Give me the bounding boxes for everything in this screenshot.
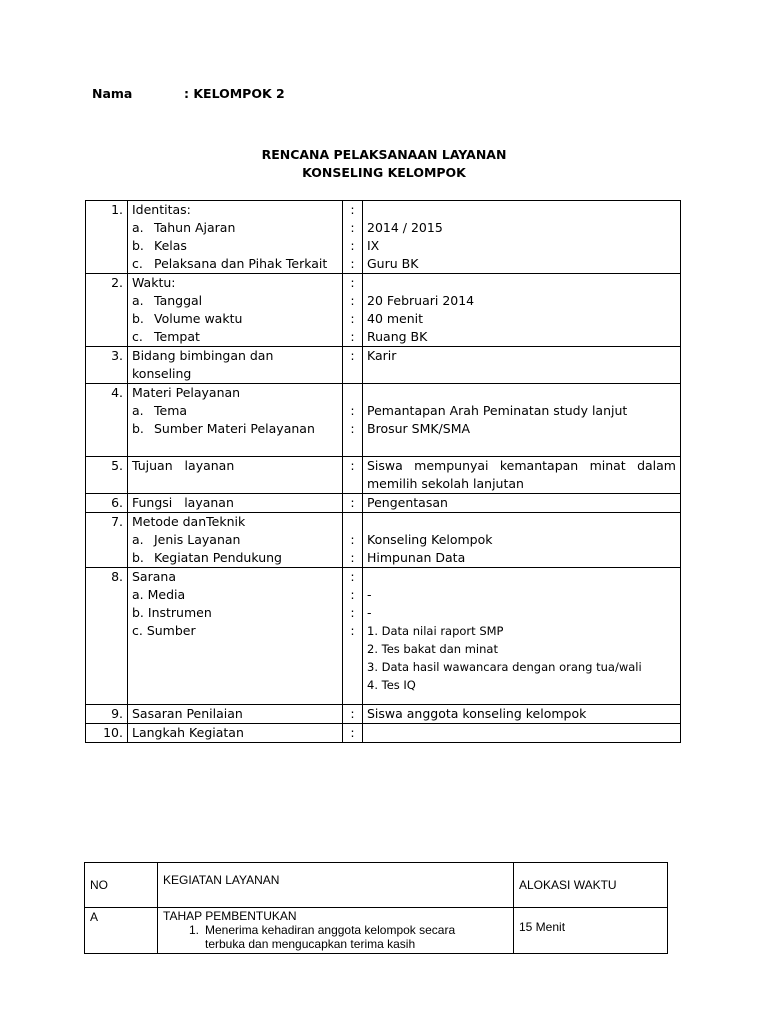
name-value: : KELOMPOK 2 (184, 86, 285, 101)
colon-cell: : : : : (343, 568, 363, 705)
row-heading: Metode danTeknik (132, 514, 246, 529)
value-line: memilih sekolah lanjutan (367, 476, 524, 491)
value-line: Siswa mempunyai kemantapan minat dalam (367, 458, 676, 473)
row-heading: Materi Pelayanan (132, 385, 241, 400)
row-label: Langkah Kegiatan (128, 724, 343, 743)
value-line: IX (367, 238, 380, 253)
stage-letter: A (85, 908, 158, 954)
colon-cell: : (343, 457, 363, 494)
row-number: 2. (86, 274, 128, 347)
row-heading: Sarana (132, 569, 176, 584)
colon-cell: : : : : (343, 274, 363, 347)
row-value: Pengentasan (363, 494, 681, 513)
list-item: 1. Menerima kehadiran anggota kelompok secara terbuka dan mengucapkan terima kasih (188, 923, 456, 951)
document-title (0, 146, 768, 182)
stage-title: TAHAP PEMBENTUKAN (163, 909, 297, 923)
row-number: 1. (86, 201, 128, 274)
row-value (363, 568, 681, 705)
sub-item: b. Kelas (132, 238, 187, 253)
row-value (363, 457, 681, 494)
source-item: 3. Data hasil wawancara dengan orang tua/wali (367, 660, 642, 674)
value-line: 40 menit (367, 311, 424, 326)
value-line: Ruang BK (367, 329, 428, 344)
sub-item: a. Media (132, 587, 186, 602)
table-row (85, 908, 668, 954)
row-label (128, 568, 343, 705)
source-item: 2. Tes bakat dan minat (367, 642, 498, 656)
row-heading: Waktu: (132, 275, 176, 290)
row-label (128, 384, 343, 457)
table-header-row (85, 863, 668, 908)
table-row (86, 457, 681, 494)
source-item: 4. Tes IQ (367, 678, 416, 692)
row-label: Tujuan layanan (128, 457, 343, 494)
row-value (363, 274, 681, 347)
colon-cell: : : : : (343, 201, 363, 274)
stage-content (158, 908, 514, 954)
value-line: Pemantapan Arah Peminatan study lanjut (367, 403, 628, 418)
colon-cell: : : (343, 513, 363, 568)
row-value (363, 384, 681, 457)
colon-cell: : (343, 347, 363, 384)
row-heading: Identitas: (132, 202, 191, 217)
title-line-2: KONSELING KELOMPOK (302, 165, 466, 180)
value-line: Guru BK (367, 256, 419, 271)
row-value: Siswa anggota konseling kelompok (363, 705, 681, 724)
sub-item: a. Tanggal (132, 293, 203, 308)
colon-cell: : (343, 705, 363, 724)
table-row (86, 274, 681, 347)
row-number: 10. (86, 724, 128, 743)
sub-item: a. Jenis Layanan (132, 532, 241, 547)
table-row (86, 705, 681, 724)
row-value (363, 724, 681, 743)
table-row (86, 347, 681, 384)
colon-cell: : (343, 724, 363, 743)
sub-item: b. Sumber Materi Pelayanan (132, 421, 315, 436)
row-value: Karir (363, 347, 681, 384)
row-number: 3. (86, 347, 128, 384)
value-line: 20 Februari 2014 (367, 293, 475, 308)
row-number: 6. (86, 494, 128, 513)
row-number: 7. (86, 513, 128, 568)
header-alokasi: ALOKASI WAKTU (514, 863, 668, 908)
row-value (363, 201, 681, 274)
table-row (86, 513, 681, 568)
sub-item: c. Pelaksana dan Pihak Terkait (132, 256, 328, 271)
plan-table (85, 200, 681, 743)
row-number: 5. (86, 457, 128, 494)
row-label (128, 274, 343, 347)
colon-cell: : (343, 494, 363, 513)
row-label: Sasaran Penilaian (128, 705, 343, 724)
header-no: NO (85, 863, 158, 908)
name-label: Nama (92, 86, 133, 101)
source-item: 1. Data nilai raport SMP (367, 624, 504, 638)
table-row (86, 201, 681, 274)
sub-item: b. Kegiatan Pendukung (132, 550, 282, 565)
sub-item: a. Tema (132, 403, 188, 418)
row-number: 4. (86, 384, 128, 457)
colon-cell: : : (343, 384, 363, 457)
row-label: Bidang bimbingan dan konseling (128, 347, 343, 384)
table-row (86, 568, 681, 705)
activity-table (84, 862, 668, 954)
table-row (86, 494, 681, 513)
value-line: Himpunan Data (367, 550, 466, 565)
sub-item: b. Volume waktu (132, 311, 243, 326)
name-line (92, 86, 285, 101)
sub-item: c. Sumber (132, 623, 196, 638)
row-label (128, 201, 343, 274)
row-number: 9. (86, 705, 128, 724)
value-line: 2014 / 2015 (367, 220, 443, 235)
value-line: - (367, 587, 372, 602)
row-number: 8. (86, 568, 128, 705)
row-value (363, 513, 681, 568)
table-row (86, 724, 681, 743)
value-line: - (367, 605, 372, 620)
value-line: Konseling Kelompok (367, 532, 493, 547)
time-allocation: 15 Menit (514, 908, 668, 954)
row-label: Fungsi layanan (128, 494, 343, 513)
sub-item: a. Tahun Ajaran (132, 220, 236, 235)
value-line: Brosur SMK/SMA (367, 421, 471, 436)
row-label (128, 513, 343, 568)
sub-item: c. Tempat (132, 329, 200, 344)
table-row (86, 384, 681, 457)
title-line-1: RENCANA PELAKSANAAN LAYANAN (261, 147, 507, 162)
sub-item: b. Instrumen (132, 605, 212, 620)
header-kegiatan: KEGIATAN LAYANAN (158, 863, 514, 908)
